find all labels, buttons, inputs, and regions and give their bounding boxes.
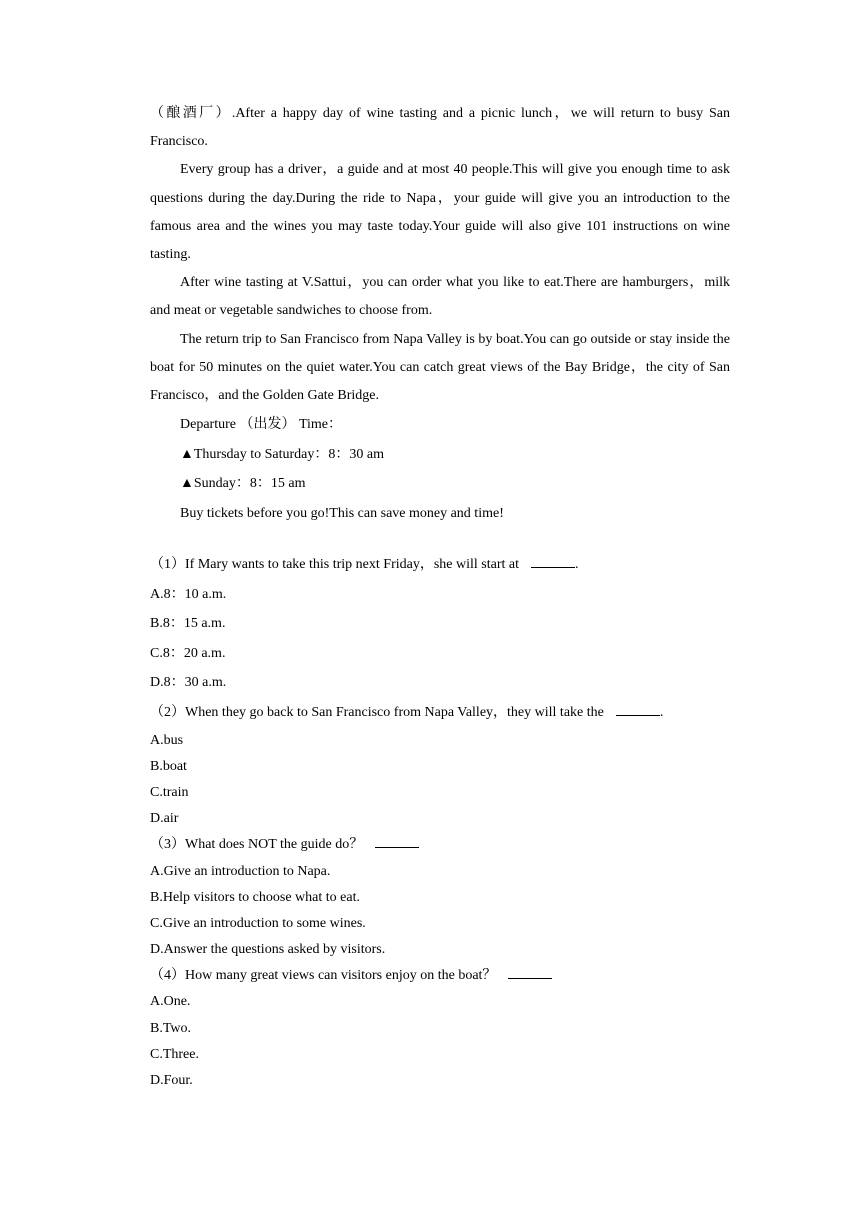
passage-paragraph-1: Every group has a driver，a guide and at most 40 people.This will give you enough time to ask questions during the day.During the ride to Napa，your guide will give you an introduction to the famous area and the wines you may taste today.Your guide will also give 101 instructions on wine tasting.: [150, 162, 730, 263]
question-1-stem: （1）If Mary wants to take this trip next Friday，she will start at: [150, 557, 519, 572]
question-4-stem: （4）How many great views can visitors enjoy on the boat？: [150, 968, 497, 984]
question-1: [150, 550, 730, 580]
ticket-tip: Buy tickets before you go!This can save money and time!: [180, 505, 504, 521]
question-1-option-a: A.8：10 a.m.: [150, 586, 227, 602]
answer-blank: [616, 701, 660, 716]
question-3-option-a: A.Give an introduction to Napa.: [150, 863, 331, 879]
question-3-option-c: C.Give an introduction to some wines.: [150, 915, 366, 931]
question-2-option-a: A.bus: [150, 732, 184, 748]
question-3-option-b: B.Help visitors to choose what to eat.: [150, 889, 360, 905]
schedule-weekday: ▲Thursday to Saturday：8：30 am: [180, 446, 384, 462]
question-2-option-b: B.boat: [150, 758, 187, 774]
question-1-option-c: C.8：20 a.m.: [150, 645, 226, 661]
question-4-option-a: A.One.: [150, 994, 191, 1010]
question-3: [150, 832, 730, 858]
question-3-stem: （3）What does NOT the guide do？: [150, 837, 364, 853]
question-1-option-b: B.8：15 a.m.: [150, 616, 226, 632]
passage-paragraph-2: After wine tasting at V.Sattui，you can order what you like to eat.There are hamburgers，milk and meat or vegetable sandwiches to choose from.: [150, 275, 730, 319]
question-1-suffix: .: [575, 557, 579, 572]
question-4: [150, 963, 730, 989]
question-1-option-d: D.8：30 a.m.: [150, 675, 227, 691]
question-2: [150, 698, 730, 728]
reading-passage: [150, 100, 730, 528]
schedule-sunday: ▲Sunday：8：15 am: [180, 476, 306, 492]
question-4-option-d: D.Four.: [150, 1073, 193, 1088]
question-4-option-c: C.Three.: [150, 1046, 199, 1062]
question-3-option-d: D.Answer the questions asked by visitors.: [150, 942, 386, 958]
question-2-stem: （2）When they go back to San Francisco from Napa Valley，they will take the: [150, 704, 604, 720]
answer-blank: [508, 964, 552, 979]
passage-paragraph-0: （酿酒厂）.After a happy day of wine tasting and a picnic lunch，we will return to busy San Francisco.: [150, 106, 730, 150]
question-2-option-c: C.train: [150, 784, 189, 800]
question-4-option-b: B.Two.: [150, 1020, 192, 1036]
passage-paragraph-3: The return trip to San Francisco from Napa Valley is by boat.You can go outside or stay inside the boat for 50 minutes on the quiet water.You can catch great views of the Bay Bridge，the city of San Francisco，and the Golden Gate Bridge.: [150, 331, 730, 404]
question-list: [150, 550, 730, 1094]
answer-blank: [375, 833, 419, 848]
question-2-option-d: D.air: [150, 811, 179, 827]
question-2-suffix: .: [659, 704, 664, 720]
answer-blank: [531, 553, 575, 568]
departure-label: Departure （出发） Time：: [180, 417, 343, 433]
